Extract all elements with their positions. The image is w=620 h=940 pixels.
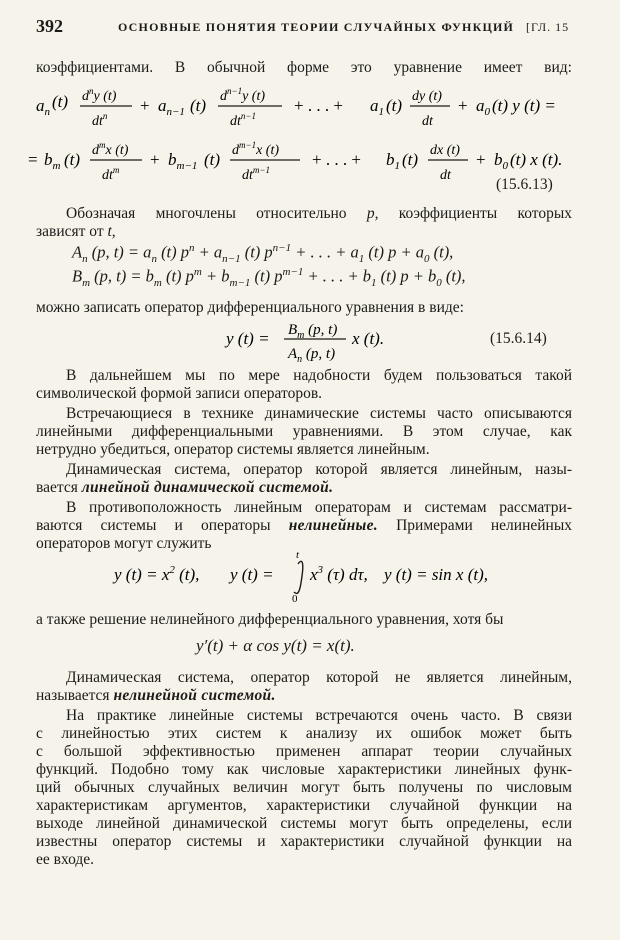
defined-term: линейной динамической системой.: [81, 479, 334, 496]
text-line: символической формой записи операторов.: [36, 385, 323, 402]
text-line: а также решение нелинейного дифференциального уравнения, хотя бы: [36, 611, 504, 628]
text-line: [36, 516, 572, 536]
svg-text:y (t) = x2 (t), y (t): y $(t) = x^2$ (t), y (t) = t 0 $x^3$ (τ) dτ, y (t) = sin x (t),: [114, 549, 488, 605]
nonlinear-differential-equation: y′(t) + α cos y(t) = x(t).: [196, 636, 355, 655]
chapter-label: [ГЛ. 15: [526, 20, 570, 34]
text-line: можно записать оператор дифференциального уравнения в виде:: [36, 299, 464, 316]
text-line: с линейностью этих систем к анализу их ошибок может быть: [36, 725, 572, 742]
equation-15-6-14: [226, 318, 426, 367]
svg-text:y (t) = Bm (p, t): y (t) = $B_m$ (p, t) $A_n$ (p, t) x (t).: [226, 322, 385, 365]
text-line: линейными дифференциальными уравнениями. В этом случае, как: [36, 423, 572, 440]
page-number: 392: [36, 16, 63, 36]
text-line: ций обычных случайных величин могут быть получены по числовым: [36, 779, 572, 796]
text-span: ваются системы и операторы: [36, 517, 271, 534]
equation-15-6-13-line2: [28, 138, 576, 189]
text-line: [36, 222, 572, 242]
text-line: В дальнейшем мы по мере надобности будем пользоваться такой: [66, 367, 572, 384]
text-span: вается: [36, 479, 78, 496]
text-line: функций. Подобно тому как числовые характеристики линейных функ-: [36, 761, 572, 778]
text-line: [36, 204, 572, 224]
svg-text:= bm(t) dmx (t: = $b_m$ (t) $d^m_{x (t)}$ $dt^m$ + $b_{m-1}$ (t) $d^{m-1}_{x (t)}$ $dt^{m-1}$ + . . . + $b_1$ (t) dx (t) dt + $b_0$ (t) x (t).: [28, 140, 563, 183]
text-line: с большой эффективностью применен аппарат теории случайных: [36, 743, 572, 760]
equation-15-6-13-line1: [36, 84, 576, 135]
text-line: Встречающиеся в технике динамические системы часто описываются: [66, 405, 572, 422]
equation-text-alternatives: [0, 0, 1, 1]
text-line: На практике линейные системы встречаются очень часто. В связи: [66, 707, 572, 724]
text-span: Обозначая многочлены относительно: [66, 205, 347, 222]
defined-term: нелинейные.: [288, 517, 378, 534]
math-symbol: t,: [107, 223, 116, 240]
text-line: операторов могут служить: [36, 535, 212, 552]
text-line: выходе линейной динамической системы могут быть определены, если: [36, 815, 572, 832]
text-line: Динамическая система, оператор которой не является линейным,: [66, 669, 572, 686]
running-title: ОСНОВНЫЕ ПОНЯТИЯ ТЕОРИИ СЛУЧАЙНЫХ ФУНКЦИЙ: [118, 20, 515, 34]
text-span: Примерами нелинейных: [396, 517, 573, 534]
equation-number-15-6-14: (15.6.14): [490, 330, 547, 347]
text-span: зависят от: [36, 223, 104, 240]
text-line: Динамическая система, оператор которой является линейным, назы-: [66, 461, 572, 478]
running-header: [0, 16, 620, 40]
text-line: нетрудно убедиться, оператор системы является линейным.: [36, 441, 430, 458]
polynomial-A: $A_n$ (p, $t) = a_n$ (t) $p^n + a_{n-1}$ (t) $p^{n-1}$ + . . . + $a_1$ (t) $p + a_0$ (t),: [72, 242, 454, 265]
text-line: известны оператор системы и характеристики случайной функции на: [36, 833, 572, 850]
text-line: В противоположность линейным операторам и системам рассматри-: [66, 499, 572, 516]
text-line: [36, 478, 572, 498]
polynomial-B: $B_m$ (p, $t) = b_m$ (t) $p^m + b_{m-1}$ (t) $p^{m-1}$ + . . . + $b_1$ (t) $p + b_0$ (t),: [72, 266, 466, 289]
defined-term: нелинейной системой.: [113, 687, 276, 704]
math-symbol: p,: [366, 205, 379, 222]
text-span: коэффициенты которых: [398, 205, 572, 222]
text-line: [36, 686, 572, 706]
svg-text:an(t) dny (t): $a_n(t)$ $d^n_{y (t)}$ $dt^n$ + $a_{n-1}$ (t) $d^{n-1}_{y (t)}$ $dt^{n-1}$ + . . . + $a_1$ (t) dy (t) dt + $a_0$ (t) y (t) =: [36, 86, 556, 129]
text-line: характеристикам аргументов, характеристики случайной функции на: [36, 797, 572, 814]
equation-number-15-6-13: (15.6.13): [496, 176, 553, 193]
nonlinear-examples: [114, 548, 514, 611]
text-line: коэффициентами. В обычной форме это уравнение имеет вид:: [36, 59, 572, 76]
text-span: называется: [36, 687, 110, 704]
text-line: ее входе.: [36, 851, 95, 868]
